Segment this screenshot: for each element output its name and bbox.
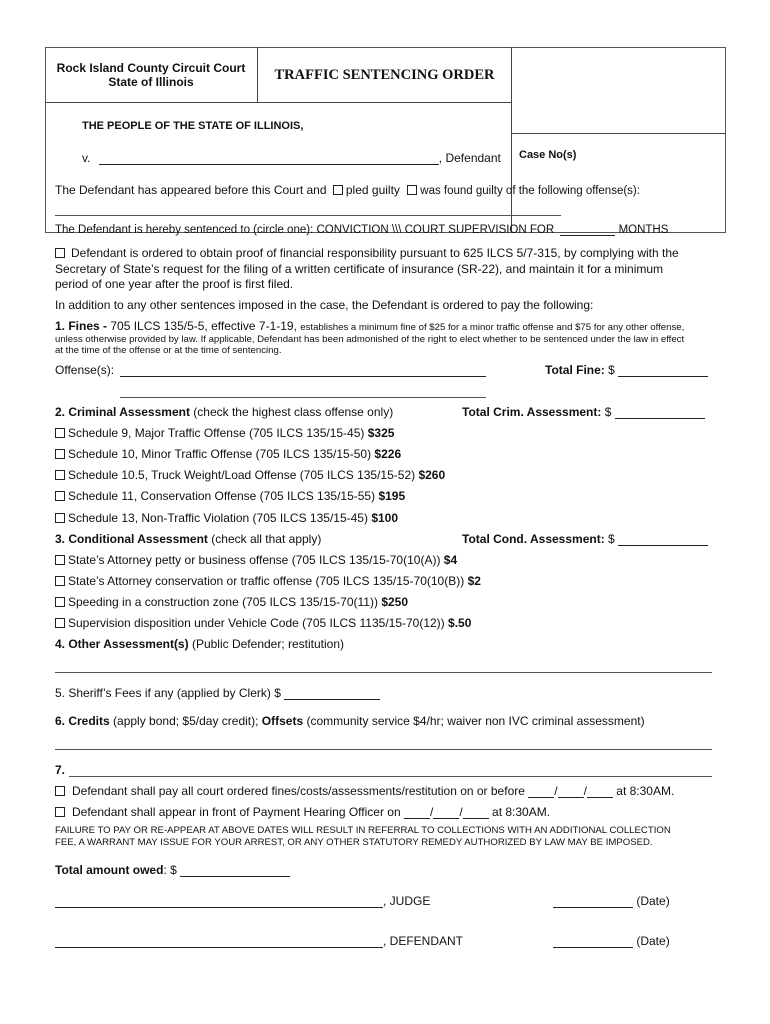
date-sep: / [554, 784, 558, 798]
total-crim-dollar: $ [604, 405, 612, 419]
criminal-item-text: Schedule 10, Minor Traffic Offense (705 ILCS 135/15-50) [68, 447, 372, 461]
criminal-checkbox-3[interactable] [55, 491, 65, 501]
offsets-text: (community service $4/hr; waiver non IVC criminal assessment) [306, 714, 645, 728]
conditional-item-text: State’s Attorney petty or business offense (705 ILCS 135/15-70(10(A)) [68, 553, 441, 567]
criminal-item-3 [55, 489, 405, 503]
total-crim [462, 405, 705, 419]
warning-line-2: FEE, A WARRANT MAY ISSUE FOR YOUR ARREST, OR ANY OTHER STATUTORY REMEDY AUTHORIZED BY LAW MAY BE IMPOSED. [55, 837, 653, 848]
judge-date-label: (Date) [636, 894, 670, 908]
conditional-label: 3. Conditional Assessment [55, 532, 208, 546]
appear-year-field[interactable] [463, 818, 489, 819]
appear-text: Defendant shall appear in front of Payment Hearing Officer on [72, 805, 401, 819]
date-sep: / [459, 805, 463, 819]
credits-text: (apply bond; $5/day credit); [113, 714, 259, 728]
criminal-checkbox-4[interactable] [55, 513, 65, 523]
found-guilty-checkbox[interactable] [407, 185, 417, 195]
additional-sentences: In addition to any other sentences imposed in the case, the Defendant is ordered to pay the following: [55, 298, 594, 312]
defendant-label: , DEFENDANT [383, 934, 464, 948]
item7-line [55, 763, 65, 777]
court-name: Rock Island County Circuit Court [56, 61, 246, 75]
conditional-item-0 [55, 553, 457, 567]
conditional-item-amount: $2 [467, 574, 481, 588]
page-title: TRAFFIC SENTENCING ORDER [274, 67, 495, 83]
item7-field[interactable] [69, 776, 712, 777]
defendant-date-label: (Date) [636, 934, 670, 948]
total-cond-label: Total Cond. Assessment: [462, 532, 605, 546]
other-note: (Public Defender; restitution) [191, 637, 345, 651]
criminal-item-1 [55, 447, 401, 461]
conditional-heading [55, 532, 321, 546]
total-fine [545, 363, 708, 377]
criminal-note: (check the highest class offense only) [193, 405, 394, 419]
conditional-item-text: Supervision disposition under Vehicle Code (705 ILCS 1135/15-70(12)) [68, 616, 445, 630]
conditional-item-text: State’s Attorney conservation or traffic offense (705 ILCS 135/15-70(10(B)) [68, 574, 465, 588]
criminal-item-text: Schedule 9, Major Traffic Offense (705 ILCS 135/15-45) [68, 426, 365, 440]
months-label: MONTHS [618, 224, 669, 236]
payment-line-1 [55, 784, 674, 798]
criminal-item-2 [55, 468, 445, 482]
criminal-item-amount: $195 [378, 489, 406, 503]
conditional-item-amount: $250 [381, 595, 409, 609]
other-label: 4. Other Assessment(s) [55, 637, 189, 651]
sheriff-line [55, 686, 380, 700]
pay-by-text: Defendant shall pay all court ordered fines/costs/assessments/restitution on or before [72, 784, 525, 798]
sheriff-text: 5. Sheriff’s Fees if any (applied by Clerk) $ [55, 686, 281, 700]
judge-date [553, 894, 670, 908]
case-number-label: Case No(s) [519, 149, 577, 161]
defendant-date [553, 934, 670, 948]
credits-line [55, 714, 645, 728]
financial-line-3: period of one year after the proof is first filed. [55, 277, 294, 291]
fines-statute: 705 ILCS 135/5-5, effective 7-1-19, [110, 319, 297, 333]
offense-field-2[interactable] [120, 397, 486, 398]
criminal-checkbox-1[interactable] [55, 449, 65, 459]
conditional-checkbox-3[interactable] [55, 618, 65, 628]
appearance-text: The Defendant has appeared before this Court and [55, 183, 327, 197]
fines-desc-2: unless otherwise provided by law. If applicable, Defendant has been admonished of the right to elect whether to be sentenced under the law in effect [55, 334, 685, 345]
defendant-signature-field[interactable] [55, 947, 383, 948]
date-sep: / [429, 805, 434, 819]
total-crim-label: Total Crim. Assessment: [462, 405, 602, 419]
appear-suffix: at 8:30AM. [492, 805, 551, 819]
criminal-item-amount: $226 [374, 447, 402, 461]
other-heading [55, 637, 344, 651]
appear-checkbox[interactable] [55, 807, 65, 817]
criminal-item-amount: $100 [371, 511, 399, 525]
conditional-checkbox-1[interactable] [55, 576, 65, 586]
offense-blank-line[interactable] [55, 215, 561, 216]
pled-guilty-label: pled guilty [345, 183, 400, 197]
offense-line [55, 363, 486, 377]
financial-line-1 [55, 246, 679, 260]
people-heading: THE PEOPLE OF THE STATE OF ILLINOIS, [82, 120, 304, 132]
case-box-divider [511, 133, 725, 134]
defendant-signature-line [55, 934, 463, 948]
pay-by-suffix: at 8:30AM. [616, 784, 675, 798]
criminal-heading [55, 405, 393, 419]
criminal-item-text: Schedule 13, Non-Traffic Violation (705 ILCS 135/15-45) [68, 511, 368, 525]
financial-text-1: Defendant is ordered to obtain proof of financial responsibility pursuant to 625 ILCS 5/7-315, by complying with the [71, 246, 679, 260]
total-cond-dollar: $ [608, 532, 615, 546]
conditional-checkbox-0[interactable] [55, 555, 65, 565]
total-fine-label: Total Fine: [545, 363, 605, 377]
criminal-item-0 [55, 426, 394, 440]
financial-responsibility-checkbox[interactable] [55, 248, 65, 258]
total-owed-label: Total amount owed [55, 863, 164, 877]
appear-month-field[interactable] [404, 818, 430, 819]
pled-guilty-checkbox[interactable] [333, 185, 343, 195]
pay-by-checkbox[interactable] [55, 786, 65, 796]
conditional-item-2 [55, 595, 408, 609]
criminal-item-amount: $325 [367, 426, 395, 440]
warning-line-1: FAILURE TO PAY OR RE-APPEAR AT ABOVE DATES WILL RESULT IN REFERRAL TO COLLECTIONS WITH AN ADDITIONAL COLLECTION [55, 825, 671, 836]
judge-label: , JUDGE [383, 894, 431, 908]
credits-label: 6. Credits [55, 714, 110, 728]
header-divider-h [45, 102, 512, 103]
conditional-checkbox-2[interactable] [55, 597, 65, 607]
fines-desc-1: establishes a minimum fine of $25 for a minor traffic offense and $75 for any other offense, [300, 322, 685, 333]
judge-signature-line [55, 894, 430, 908]
defendant-name-field[interactable] [99, 164, 439, 165]
total-cond-field[interactable] [618, 545, 708, 546]
appear-day-field[interactable] [433, 818, 459, 819]
appearance-line [55, 183, 640, 197]
total-owed-line [55, 863, 290, 877]
total-cond [462, 532, 708, 546]
offense-field[interactable] [120, 376, 486, 377]
v-prefix: v. [82, 151, 91, 165]
criminal-item-amount: $260 [418, 468, 446, 482]
fines-label: 1. Fines - [55, 319, 108, 333]
conditional-item-amount: $4 [443, 553, 458, 567]
credits-field[interactable] [55, 749, 712, 750]
other-field[interactable] [55, 672, 712, 673]
total-fine-dollar: $ [608, 363, 615, 377]
offense-label: Offense(s): [55, 363, 115, 377]
financial-line-2: Secretary of State’s request for the filing of a written certificate of insurance (SR-22), and maintain it for a minimum [55, 262, 664, 276]
sentence-text: The Defendant is hereby sentenced to (circle one): CONVICTION \\\ COURT SUPERVISION FOR [55, 224, 555, 236]
criminal-item-text: Schedule 11, Conservation Offense (705 ILCS 135/15-55) [68, 489, 376, 503]
fines-line-1 [55, 319, 684, 334]
pay-by-day-field[interactable] [558, 797, 584, 798]
fines-desc-3: at the time of the offense or at the time of sentencing. [55, 345, 282, 356]
header-divider-v2 [511, 47, 512, 232]
found-guilty-label: was found guilty of the following offense(s): [420, 185, 640, 197]
defendant-date-field[interactable] [553, 947, 633, 948]
sentence-line [55, 224, 668, 236]
judge-signature-field[interactable] [55, 907, 383, 908]
conditional-item-1 [55, 574, 481, 588]
criminal-checkbox-2[interactable] [55, 470, 65, 480]
criminal-checkbox-0[interactable] [55, 428, 65, 438]
defendant-suffix: , Defendant [438, 151, 501, 165]
pay-by-month-field[interactable] [528, 797, 554, 798]
date-sep: / [583, 784, 587, 798]
total-owed-suffix: : $ [163, 863, 177, 877]
judge-date-field[interactable] [553, 907, 633, 908]
criminal-item-4 [55, 511, 398, 525]
criminal-label: 2. Criminal Assessment [55, 405, 190, 419]
total-fine-field[interactable] [618, 376, 708, 377]
conditional-item-text: Speeding in a construction zone (705 ILCS 135/15-70(11)) [68, 595, 378, 609]
sheriff-field[interactable] [284, 699, 380, 700]
total-owed-field[interactable] [180, 876, 290, 877]
conditional-item-3 [55, 616, 471, 630]
payment-line-2 [55, 805, 550, 819]
pay-by-year-field[interactable] [587, 797, 613, 798]
item7-label: 7. [55, 763, 66, 777]
offsets-label: Offsets [261, 714, 304, 728]
court-state: State of Illinois [108, 75, 194, 89]
total-crim-field[interactable] [615, 418, 705, 419]
defendant-line [82, 151, 501, 165]
supervision-months-field[interactable] [560, 235, 615, 236]
conditional-item-amount: $.50 [448, 616, 472, 630]
criminal-item-text: Schedule 10.5, Truck Weight/Load Offense (705 ILCS 135/15-52) [68, 468, 416, 482]
conditional-note: (check all that apply) [211, 532, 322, 546]
